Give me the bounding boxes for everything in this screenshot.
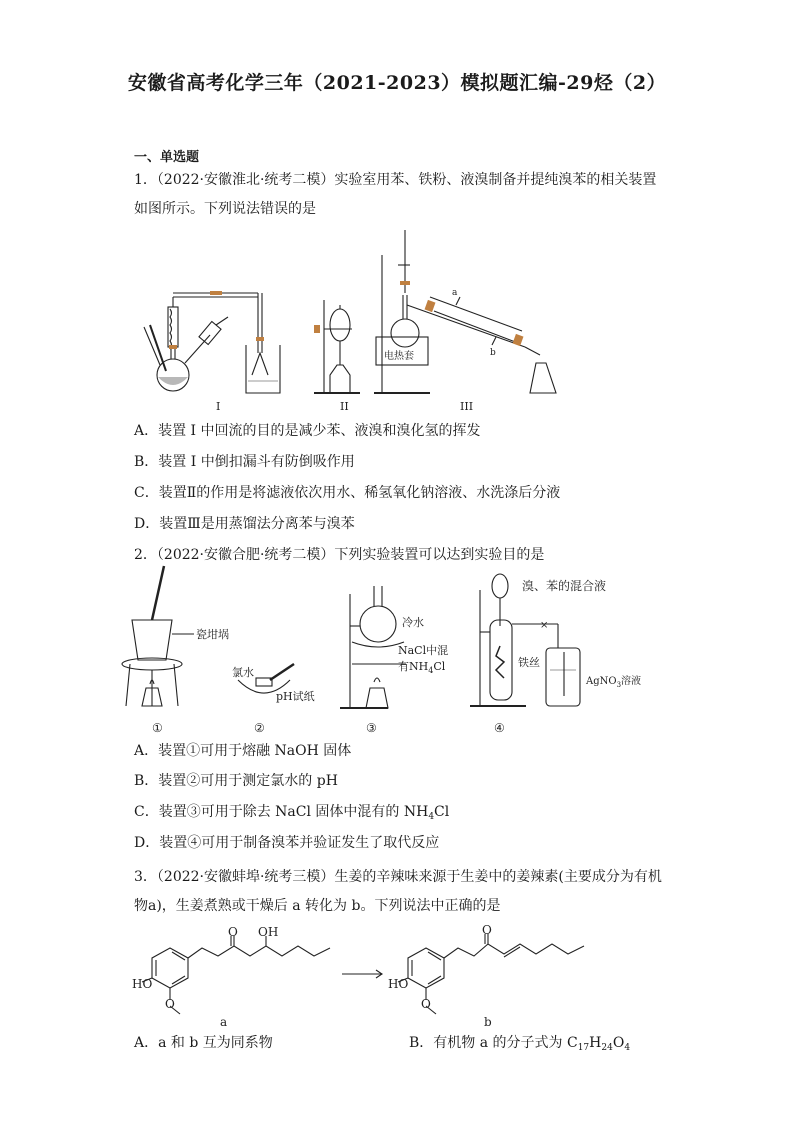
question-2-stem: 2．（2022·安徽合肥·统考二模）下列实验装置可以达到实验目的是 [134,547,545,563]
q1-option-c: C．装置Ⅱ的作用是将滤液依次用水、稀氢氧化钠溶液、水洗涤后分液 [134,485,561,501]
struct-a-ho: HO [132,977,153,991]
q2-apparatus-figure [126,566,642,738]
mixture-label: 溴、苯的混合液 [522,579,607,593]
q1-option-b: B．装置 I 中倒扣漏斗有防倒吸作用 [134,454,355,470]
crucible-label: 瓷坩埚 [196,628,229,641]
question-3-stem: 3．（2022·安徽蚌埠·统考三模）生姜的辛辣味来源于生姜中的姜辣素(主要成分为有机物a)，生姜煮熟或干燥后 a 转化为 b。下列说法中正确的是 [134,869,662,914]
nacl-label-2: 有$NH_4Cl$ [398,660,446,675]
figure-label-1: I [216,400,221,413]
figure-number-3: ③ [366,721,377,735]
struct-b-ketone-o: O [482,923,492,937]
figure-number-4: ④ [494,721,505,735]
q2-option-a: A．装置①可用于熔融 NaOH 固体 [134,743,352,759]
struct-a-oh: OH [258,925,279,939]
struct-b-name: b [484,1015,492,1029]
ph-paper-label: pH试纸 [276,690,315,703]
figure-number-2: ② [254,721,265,735]
port-b-label: b [490,348,496,358]
q2-option-b: B．装置②可用于测定氯水的 pH [134,773,338,789]
figure-label-2: II [340,400,349,413]
q1-option-d: D．装置Ⅲ是用蒸馏法分离苯与溴苯 [134,516,355,532]
struct-a-ketone-o: O [228,925,238,939]
figure-number-1: ① [152,721,163,735]
figure-label-3: III [460,400,474,413]
struct-a-name: a [220,1015,228,1029]
q3-option-a: A．a 和 b 互为同系物 [134,1035,273,1051]
section-heading: 一、单选题 [134,150,200,165]
svg-text:×: × [540,620,549,631]
struct-b-methoxy-o: O [421,997,431,1011]
q3-option-b: B．有机物 a 的分子式为 $C_{17}H_{24}O_4$ [409,1035,631,1053]
heater-label: 电热套 [384,351,414,362]
q1-apparatus-figure [130,225,570,415]
cold-water-label: 冷水 [402,616,424,629]
struct-a-methoxy-o: O [165,997,175,1011]
chlorine-water-label: 氯水 [232,666,254,679]
agno3-label: AgNO$_3$溶液 [586,676,642,689]
q2-option-d: D．装置④可用于制备溴苯并验证发生了取代反应 [134,835,440,851]
port-a-label: a [452,288,458,298]
q1-option-a: A．装置 I 中回流的目的是减少苯、液溴和溴化氢的挥发 [134,423,481,439]
q3-structures-figure [130,923,630,1030]
struct-b-ho: HO [388,977,409,991]
nacl-label-1: NaCl中混 [398,644,449,657]
iron-wire-label: 铁丝 [518,656,540,669]
document-title: 安徽省高考化学三年（2021-2023）模拟题汇编-29烃（2） [127,72,667,94]
q2-option-c: C．装置③可用于除去 NaCl 固体中混有的 $NH_4Cl$ [134,804,450,822]
question-1-stem: 1．（2022·安徽淮北·统考二模）实验室用苯、铁粉、液溴制备并提纯溴苯的相关装置如图所示。下列说法错误的是 [134,172,657,217]
